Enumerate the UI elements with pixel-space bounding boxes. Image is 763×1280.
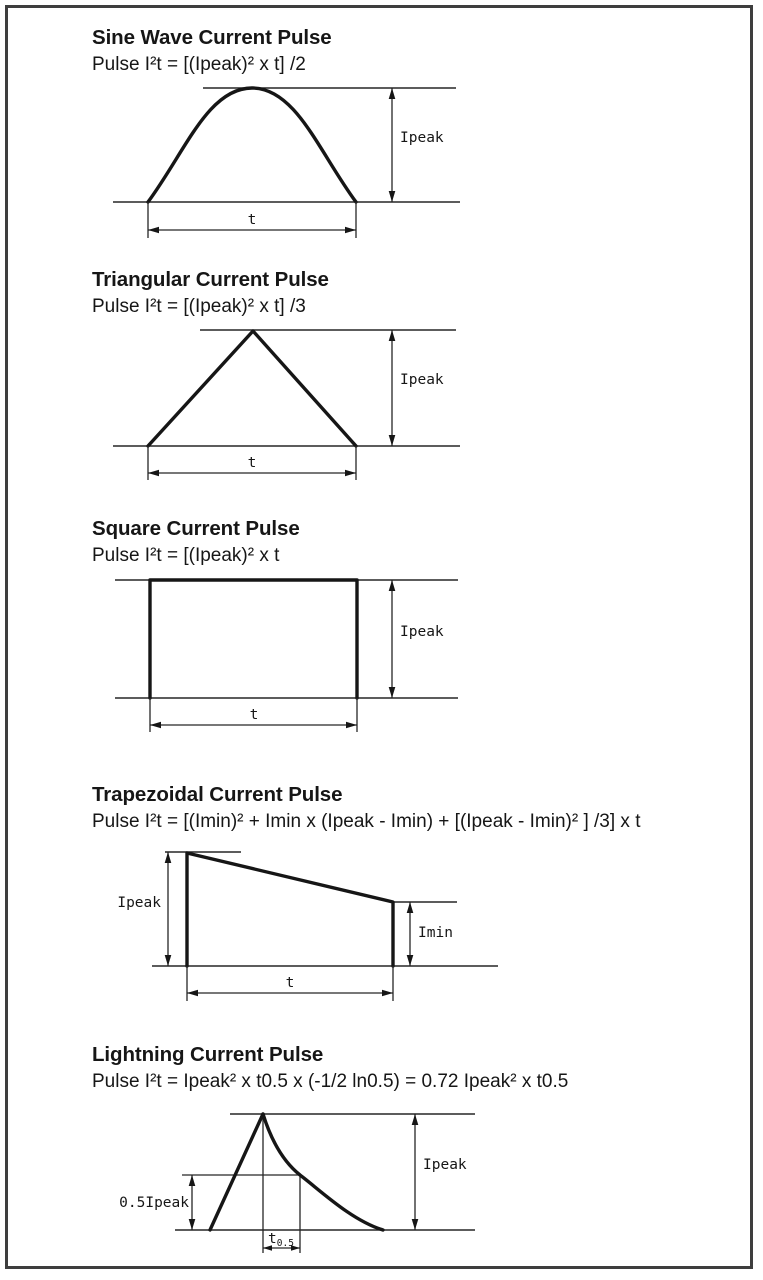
sine-pulse-curve bbox=[148, 88, 356, 202]
ipeak-label: Ipeak bbox=[423, 1157, 467, 1173]
t-label: t bbox=[247, 455, 257, 471]
lightning-rise-curve bbox=[210, 1114, 263, 1230]
section-formula: Pulse I²t = [(Ipeak)² x t] /3 bbox=[92, 296, 306, 317]
arrowhead-left-icon bbox=[187, 990, 198, 997]
arrowhead-up-icon bbox=[407, 902, 414, 913]
section-title: Triangular Current Pulse bbox=[92, 268, 329, 291]
square-pulse-diagram bbox=[100, 568, 480, 738]
arrowhead-right-icon bbox=[345, 227, 356, 234]
arrowhead-down-icon bbox=[412, 1219, 419, 1230]
arrowhead-up-icon bbox=[389, 88, 396, 99]
ipeak-label: Ipeak bbox=[117, 895, 161, 911]
imin-label: Imin bbox=[418, 925, 453, 941]
arrowhead-up-icon bbox=[389, 330, 396, 341]
arrowhead-up-icon bbox=[189, 1175, 196, 1186]
section-title: Square Current Pulse bbox=[92, 517, 300, 540]
t05-label bbox=[268, 1231, 294, 1249]
sine-pulse-diagram bbox=[100, 80, 480, 250]
section-formula: Pulse I²t = [(Ipeak)² x t bbox=[92, 545, 280, 566]
arrowhead-down-icon bbox=[389, 191, 396, 202]
t-label: t bbox=[247, 212, 257, 228]
arrowhead-down-icon bbox=[189, 1219, 196, 1230]
arrowhead-left-icon bbox=[148, 227, 159, 234]
trapezoidal-pulse-diagram bbox=[95, 840, 535, 1010]
ipeak-label: Ipeak bbox=[400, 624, 444, 640]
arrowhead-right-icon bbox=[346, 722, 357, 729]
arrowhead-down-icon bbox=[165, 955, 172, 966]
trapezoid-pulse-curve bbox=[187, 853, 393, 966]
arrowhead-up-icon bbox=[165, 852, 172, 863]
section-header bbox=[92, 782, 641, 835]
section-header bbox=[92, 267, 329, 320]
section-header bbox=[92, 516, 300, 569]
arrowhead-down-icon bbox=[407, 955, 414, 966]
arrowhead-left-icon bbox=[150, 722, 161, 729]
section-header bbox=[92, 25, 332, 78]
half-ipeak-label: 0.5Ipeak bbox=[119, 1195, 189, 1211]
triangle-pulse-curve bbox=[148, 331, 356, 446]
t05-label-base: t bbox=[268, 1231, 277, 1247]
square-pulse-curve bbox=[150, 580, 357, 698]
section-header bbox=[92, 1042, 568, 1095]
section-title: Lightning Current Pulse bbox=[92, 1043, 324, 1066]
section-title: Sine Wave Current Pulse bbox=[92, 26, 332, 49]
t-label: t bbox=[249, 707, 259, 723]
lightning-decay-curve bbox=[263, 1114, 383, 1230]
ipeak-label: Ipeak bbox=[400, 372, 444, 388]
section-title: Trapezoidal Current Pulse bbox=[92, 783, 343, 806]
triangular-pulse-diagram bbox=[100, 318, 480, 488]
arrowhead-down-icon bbox=[389, 435, 396, 446]
arrowhead-down-icon bbox=[389, 687, 396, 698]
arrowhead-up-icon bbox=[389, 580, 396, 591]
t05-label-subscript: 0.5 bbox=[276, 1238, 294, 1249]
lightning-pulse-diagram bbox=[95, 1095, 515, 1267]
ipeak-label: Ipeak bbox=[400, 130, 444, 146]
arrowhead-right-icon bbox=[382, 990, 393, 997]
arrowhead-right-icon bbox=[345, 470, 356, 477]
arrowhead-up-icon bbox=[412, 1114, 419, 1125]
section-formula: Pulse I²t = [(Ipeak)² x t] /2 bbox=[92, 54, 306, 75]
arrowhead-left-icon bbox=[148, 470, 159, 477]
t-label: t bbox=[285, 975, 295, 991]
section-formula: Pulse I²t = [(Imin)² + Imin x (Ipeak - Imin) + [(Ipeak - Imin)² ] /3] x t bbox=[92, 811, 641, 832]
section-formula: Pulse I²t = Ipeak² x t0.5 x (-1/2 ln0.5) = 0.72 Ipeak² x t0.5 bbox=[92, 1071, 569, 1092]
